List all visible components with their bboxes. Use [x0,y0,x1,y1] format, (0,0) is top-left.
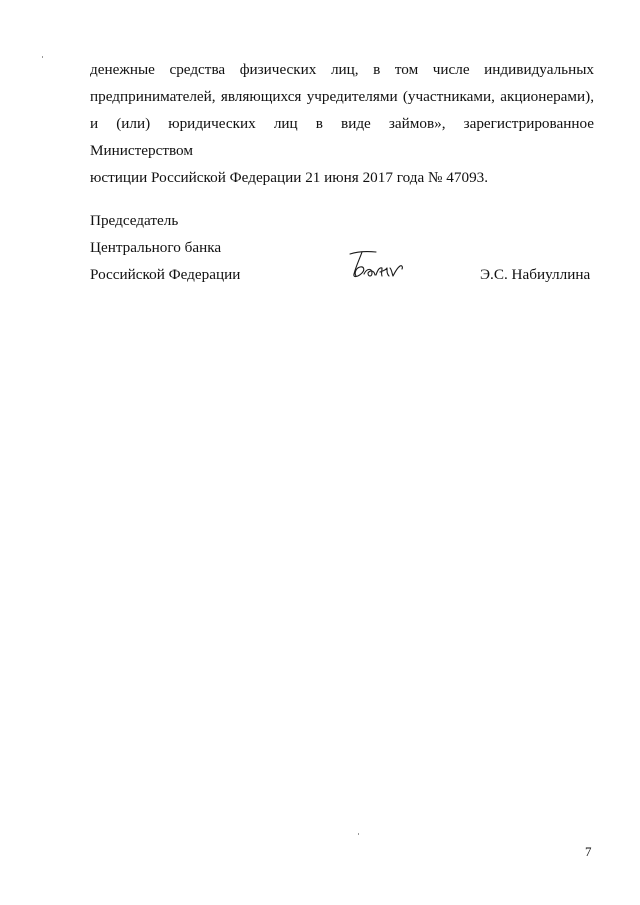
body-line-1: денежные средства физических лиц, в том числе индивидуальных [90,61,594,78]
scan-speck [358,833,359,835]
signatory-title-line-1: Председатель [90,212,179,229]
signatory-name: Э.С. Набиуллина [480,266,591,283]
body-line-3: и (или) юридических лиц в виде займов», зарегистрированное Министерством [90,115,594,159]
signatory-title-line-2: Центрального банка [90,239,222,256]
body-line-4: юстиции Российской Федерации 21 июня 2017 года № 47093. [90,169,489,186]
signatory-title-line-3: Российской Федерации [90,266,241,283]
page-number: 7 [585,844,592,859]
signatory-title [90,207,240,288]
scan-speck [42,56,43,58]
handwritten-signature [340,246,420,286]
body-line-2: предпринимателей, являющихся учредителями (участниками, акционерами), [90,88,594,105]
body-paragraph [90,56,594,191]
